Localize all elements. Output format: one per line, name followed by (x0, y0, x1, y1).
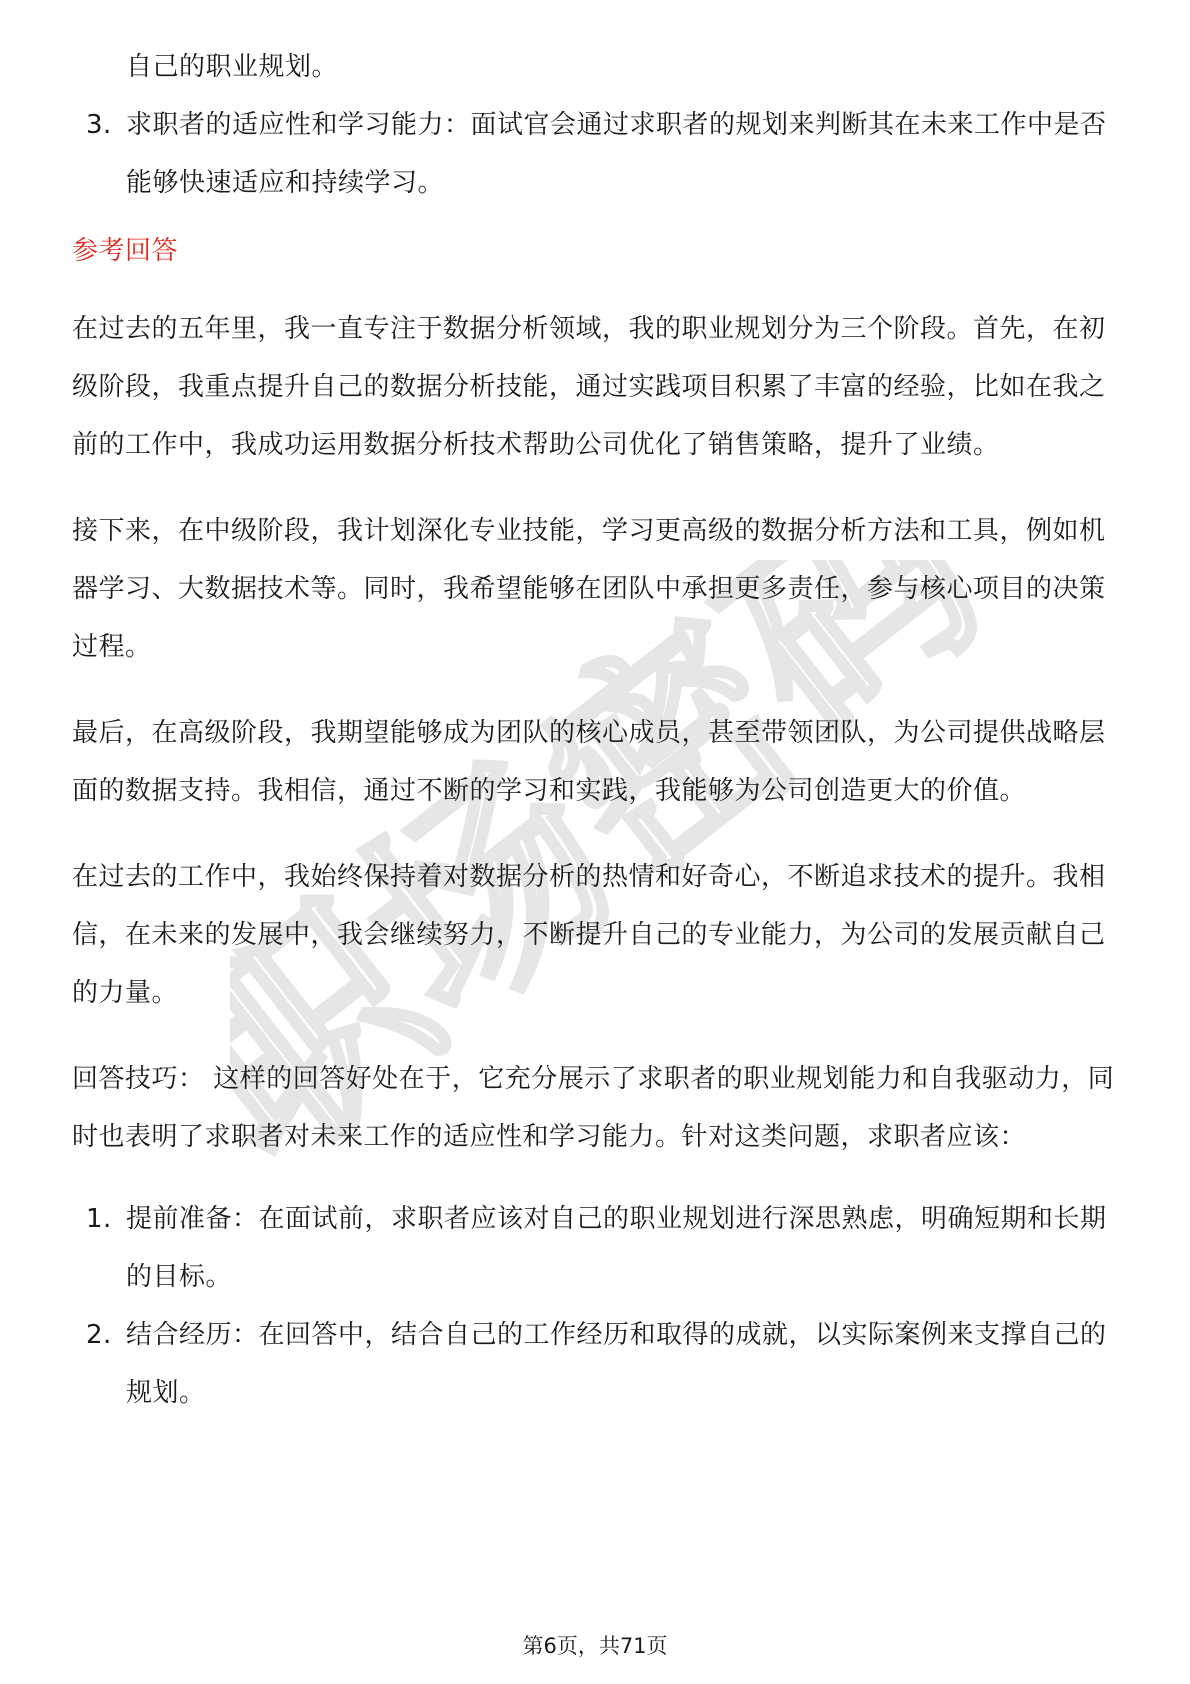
list-item-number: 1. (86, 1204, 112, 1234)
answer-paragraph-2: 接下来，在中级阶段，我计划深化专业技能，学习更高级的数据分析方法和工具，例如机器学习、大数据技术等。同时，我希望能够在团队中承担更多责任，参与核心项目的决策过程。 (72, 516, 1106, 662)
list-item-text: 结合经历：在回答中，结合自己的工作经历和取得的成就，以实际案例来支撑自己的规划。 (126, 1320, 1107, 1408)
answer-paragraph-3: 最后，在高级阶段，我期望能够成为团队的核心成员，甚至带领团队，为公司提供战略层面的数据支持。我相信，通过不断的学习和实践，我能够为公司创造更大的价值。 (72, 718, 1106, 806)
continuation-text: 自己的职业规划。 (126, 52, 339, 82)
list-item (72, 1306, 1122, 1422)
section-heading: 参考回答 (72, 236, 179, 266)
list-item-text: 求职者的适应性和学习能力：面试官会通过求职者的规划来判断其在未来工作中是否能够快速适应和持续学习。 (126, 110, 1107, 198)
top-list (72, 96, 1122, 212)
answer-paragraph-4: 在过去的工作中，我始终保持着对数据分析的热情和好奇心，不断追求技术的提升。我相信，在未来的发展中，我会继续努力，不断提升自己的专业能力，为公司的发展贡献自己的力量。 (72, 862, 1106, 1008)
answer-tips-paragraph: 回答技巧： 这样的回答好处在于，它充分展示了求职者的职业规划能力和自我驱动力，同时也表明了求职者对未来工作的适应性和学习能力。针对这类问题，求职者应该： (72, 1064, 1115, 1152)
answer-paragraph-1: 在过去的五年里，我一直专注于数据分析领域，我的职业规划分为三个阶段。首先，在初级阶段，我重点提升自己的数据分析技能，通过实践项目积累了丰富的经验，比如在我之前的工作中，我成功运用数据分析技术帮助公司优化了销售策略，提升了业绩。 (72, 314, 1106, 460)
list-item-text: 提前准备：在面试前，求职者应该对自己的职业规划进行深思熟虑，明确短期和长期的目标。 (126, 1204, 1107, 1292)
list-item-number: 2. (86, 1320, 112, 1350)
watermark-text: 职场密码 (230, 560, 990, 1160)
list-item (72, 1190, 1122, 1306)
list-item-number: 3. (86, 110, 112, 140)
continuation-line (72, 38, 1122, 96)
list-item (72, 96, 1122, 212)
tips-list (72, 1190, 1122, 1422)
document-body (72, 38, 1122, 1422)
page-footer: 第6页，共71页 (522, 1634, 668, 1658)
